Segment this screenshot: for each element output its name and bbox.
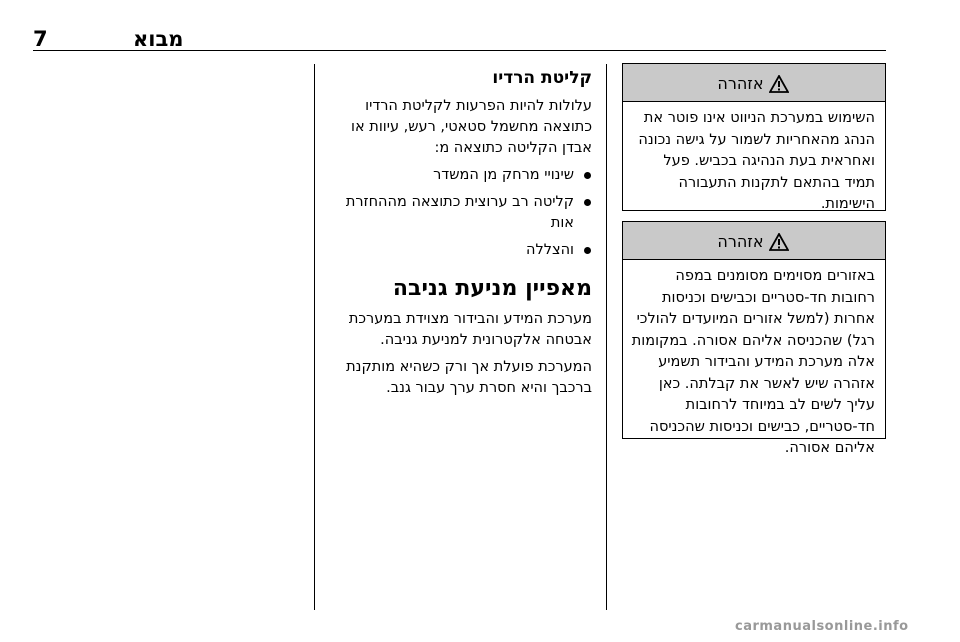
column-divider (314, 64, 315, 610)
section-heading-anti-theft: מאפיין מניעת גניבה (392, 276, 592, 301)
section-title: מבוא (133, 27, 184, 51)
list-item: שינויי מרחק מן המשדר (327, 165, 592, 186)
anti-theft-paragraph: מערכת המידע והבידור מצוידת במערכת אבטחה אלקטרונית למניעת גניבה. (348, 311, 592, 348)
watermark: carmanualsonline.info (735, 619, 909, 634)
list-item: והצללה (327, 240, 592, 261)
warning-header (623, 64, 885, 102)
bullet-icon (584, 199, 591, 206)
warning-text: השימוש במערכת הניווט אינו פוטר את הנהג מהאחריות לשמור על גישה נכונה ואחראית בעת הנהיגה בכביש. פעל תמיד בהתאם לתקנות התעבורה הישימות. (638, 110, 875, 212)
warning-label: אזהרה (717, 232, 764, 251)
warning-text: באזורים מסוימים מסומנים במפה רחובות חד-סטריים וכבישים וכניסות אחרות (למשל אזורים המיועדים להולכי רגל) שהכניסה אליהם אסורה. במקומות אלה מערכת המידע והבידור תשמיע אזהרה שיש לאשר את קבלתה. כאן עליך לשים לב במיוחד לרחובות חד-סטריים, כבישים וכניסות שהכניסה אליהם אסורה. (631, 268, 875, 456)
warning-triangle-icon (769, 75, 789, 93)
section-heading: קליטת הרדיו (492, 68, 592, 88)
intro-paragraph: עלולות להיות הפרעות לקליטת הרדיו כתוצאה מחשמל סטאטי, רעש, עיוות או אבדן הקליטה כתוצאה מ: (351, 98, 592, 156)
anti-theft-paragraph: המערכת פועלת אך ורק כשהיא מותקנת ברכבך והיא חסרת ערך עבור גנב. (346, 359, 592, 396)
column-divider (606, 64, 607, 610)
bullet-icon (584, 247, 591, 254)
list-item: קליטה רב ערוצית כתוצאה מההחזרת אות (327, 192, 592, 234)
page-header (33, 28, 886, 51)
warning-triangle-icon (769, 233, 789, 251)
warning-label: אזהרה (717, 74, 764, 93)
radio-reception-section (327, 66, 592, 405)
page-number: 7 (33, 27, 48, 51)
warning-box (622, 221, 886, 456)
bullet-list (327, 165, 592, 261)
warning-box (622, 63, 886, 211)
warning-header (623, 222, 885, 260)
bullet-icon (584, 172, 591, 179)
